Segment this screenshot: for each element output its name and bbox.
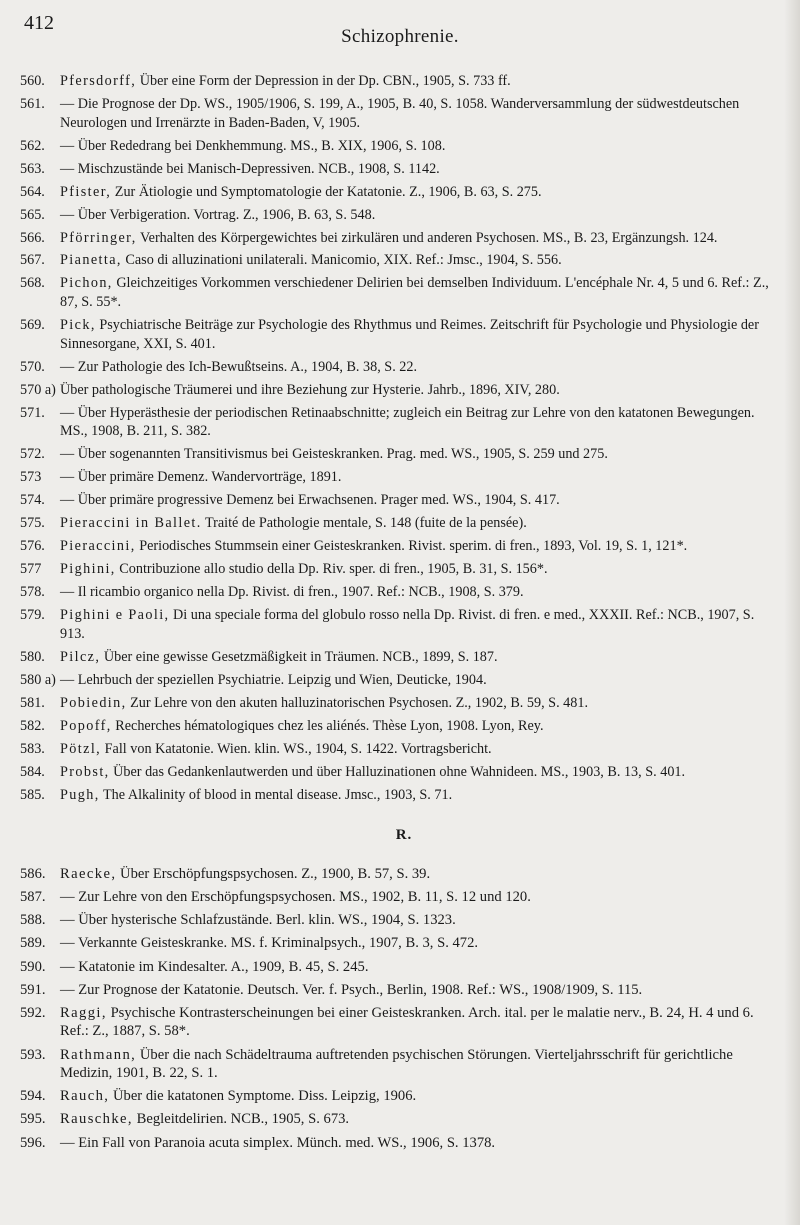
reference-text: Contribuzione allo studio della Dp. Riv. sper. di fren., 1905, B. 31, S. 156*. [115,561,548,578]
reference-number: 573 [20,469,42,486]
reference-number: 594. [20,1088,46,1105]
reference-author: Pieraccini, [60,538,136,555]
reference-text: Begleitdelirien. NCB., 1905, S. 673. [133,1111,350,1128]
reference-entry [20,95,774,132]
reference-text: — Zur Prognose der Katatonie. Deutsch. Ver. f. Psych., Berlin, 1908. Ref.: WS., 1908/1909, S. 115. [60,981,643,998]
reference-text: — Über Verbigeration. Vortrag. Z., 1906, B. 63, S. 548. [60,206,376,223]
reference-number: 582. [20,717,45,734]
reference-text: — Katatonie im Kindesalter. A., 1909, B. 45, S. 245. [60,958,369,975]
reference-entry [20,445,774,464]
reference-number: 587. [20,888,46,905]
reference-author: Raggi, [60,1004,107,1021]
reference-number: 596. [20,1134,46,1151]
reference-number: 570. [20,358,45,375]
reference-text: Psychische Kontrasterscheinungen bei einer Geisteskranken. Arch. ital. per le malatie nerv., B. 24, H. 4 und 6. Ref.: Z., 1887, S. 58*. [60,1004,754,1040]
reference-number: 565. [20,206,45,223]
reference-entry [20,229,774,248]
reference-author: Popoff, [60,717,112,734]
page-number: 412 [24,12,54,34]
reference-number: 566. [20,229,45,246]
reference-entry [20,358,774,377]
reference-entry [20,740,774,759]
reference-group-p [20,72,774,804]
reference-number: 560. [20,73,45,89]
page-edge-shadow [784,0,800,1225]
reference-entry [20,958,774,976]
reference-number: 577 [20,561,42,578]
reference-author: Pobiedin, [60,694,127,711]
reference-text: Verhalten des Körpergewichtes bei zirkulären und anderen Psychosen. MS., B. 23, Ergänzungsh. 124. [136,229,718,246]
reference-author: Rauch, [60,1088,110,1105]
reference-number: 584. [20,763,45,780]
reference-text: — Zur Pathologie des Ich-Bewußtseins. A., 1904, B. 38, S. 22. [60,358,418,375]
reference-entry [20,934,774,952]
reference-text: Periodisches Stummsein einer Geisteskranken. Rivist. sperim. di fren., 1893, Vol. 19, S. 1, 121*. [135,538,688,555]
reference-entry [20,251,774,270]
reference-text: Über das Gedankenlautwerden und über Halluzinationen ohne Wahnideen. MS., 1903, B. 13, S. 401. [109,763,686,780]
reference-entry [20,583,774,602]
reference-text: — Über primäre progressive Demenz bei Erwachsenen. Prager med. WS., 1904, S. 417. [60,492,560,509]
reference-text: — Die Prognose der Dp. WS., 1905/1906, S. 199, A., 1905, B. 40, S. 1058. Wanderversammlung der südwestdeutschen Neurologen und Irrenärzte in Baden-Baden, V, 1905. [60,95,740,131]
reference-entry [20,1134,774,1152]
reference-number: 563. [20,160,45,177]
reference-author: Pichon, [60,275,113,292]
reference-text: Recherches hématologiques chez les aliénés. Thèse Lyon, 1908. Lyon, Rey. [111,717,544,734]
reference-number: 575. [20,515,45,532]
reference-entry [20,786,774,805]
reference-entry [20,206,774,225]
reference-text: Zur Ätiologie und Symptomatologie der Katatonie. Z., 1906, B. 63, S. 275. [111,183,542,200]
reference-number: 580 a) [20,671,56,688]
section-letter: R. [395,827,413,844]
reference-entry [20,648,774,667]
reference-number: 570 a) [20,381,56,398]
reference-text: — Über Hyperästhesie der periodischen Retinaabschnitte; zugleich ein Beitrag zur Lehre von den katatonen Bewegungen. MS., 1908, B. 211, S. 382. [60,404,755,440]
reference-entry [20,381,774,400]
reference-entry [20,1046,774,1083]
reference-author: Pugh, [60,786,100,803]
reference-author: Rauschke, [60,1111,133,1128]
reference-author: Pianetta, [60,252,122,269]
reference-number: 595. [20,1111,46,1128]
reference-text: Fall von Katatonie. Wien. klin. WS., 1904, S. 1422. Vortragsbericht. [101,740,492,757]
reference-number: 574. [20,492,45,509]
reference-entry [20,888,774,906]
reference-entry [20,911,774,929]
reference-number: 564. [20,183,45,200]
reference-entry [20,274,774,311]
reference-text: — Il ricambio organico nella Dp. Rivist. di fren., 1907. Ref.: NCB., 1908, S. 379. [60,584,524,601]
reference-author: Pötzl, [60,740,102,757]
reference-number: 568. [20,275,45,292]
reference-entry [20,717,774,736]
reference-text: — Über sogenannten Transitivismus bei Geisteskranken. Prag. med. WS., 1905, S. 259 und 275. [60,446,608,463]
reference-author: Pick, [60,317,96,334]
reference-text: Über die katatonen Symptome. Diss. Leipzig, 1906. [109,1088,417,1105]
reference-number: 586. [20,865,46,882]
reference-number: 571. [20,404,45,421]
reference-entry [20,763,774,782]
reference-entry [20,1110,774,1128]
reference-entry [20,514,774,533]
reference-author: Pighini, [60,561,116,578]
reference-entry [20,491,774,510]
reference-number: 591. [20,981,46,998]
reference-text: — Über Rededrang bei Denkhemmung. MS., B. XIX, 1906, S. 108. [60,137,446,154]
reference-text: — Verkannte Geisteskranke. MS. f. Kriminalpsych., 1907, B. 3, S. 472. [60,935,479,952]
reference-text: Traité de Pathologie mentale, S. 148 (fuite de la pensée). [201,515,527,532]
reference-author: Probst, [60,763,110,780]
reference-entry [20,606,774,643]
reference-text: — Ein Fall von Paranoia acuta simplex. Münch. med. WS., 1906, S. 1378. [60,1134,496,1151]
reference-text: Zur Lehre von den akuten halluzinatorischen Psychosen. Z., 1902, B. 59, S. 481. [126,694,588,711]
reference-text: Caso di alluzinationi unilaterali. Manicomio, XIX. Ref.: Jmsc., 1904, S. 556. [121,252,562,269]
reference-number: 583. [20,740,45,757]
reference-author: Pförringer, [60,229,137,246]
reference-text: — Mischzustände bei Manisch-Depressiven. NCB., 1908, S. 1142. [60,160,440,177]
reference-entry [20,468,774,487]
reference-number: 593. [20,1046,46,1063]
reference-entry [20,537,774,556]
reference-number: 585. [20,786,45,803]
reference-author: Pighini e Paoli, [60,607,170,624]
reference-entry [20,72,774,91]
reference-number: 561. [20,95,45,112]
reference-entry [20,671,774,690]
reference-text: — Zur Lehre von den Erschöpfungspsychosen. MS., 1902, B. 11, S. 12 und 120. [60,888,531,905]
reference-author: Pieraccini in Ballet. [60,515,202,532]
reference-entry [20,404,774,441]
reference-text: The Alkalinity of blood in mental disease. Jmsc., 1903, S. 71. [99,786,453,803]
reference-number: 572. [20,446,45,463]
reference-author: Pfersdorff, [60,73,137,89]
reference-entry [20,137,774,156]
reference-entry [20,981,774,999]
reference-text: Über die nach Schädeltrauma auftretenden psychischen Störungen. Vierteljahrsschrift für gerichtliche Medizin, 1901, B. 22, S. 1. [60,1046,733,1081]
reference-author: Rathmann, [60,1046,137,1063]
reference-number: 576. [20,538,45,555]
reference-entry [20,160,774,179]
reference-list [20,72,774,1157]
reference-entry [20,183,774,202]
reference-number: 567. [20,252,45,269]
reference-number: 589. [20,935,46,952]
reference-author: Pfister, [60,183,112,200]
reference-number: 592. [20,1004,46,1021]
reference-number: 578. [20,584,45,601]
reference-text: Über pathologische Träumerei und ihre Beziehung zur Hysterie. Jahrb., 1896, XIV, 280. [60,381,560,398]
reference-text: Über Erschöpfungspsychosen. Z., 1900, B. 57, S. 39. [116,865,431,882]
reference-number: 569. [20,317,45,334]
reference-entry [20,316,774,353]
reference-text: Psychiatrische Beiträge zur Psychologie des Rhythmus und Reimes. Zeitschrift für Psychologie und Physiologie der Sinnesorgane, XXI, S. 401. [60,317,759,352]
reference-entry [20,560,774,579]
reference-number: 579. [20,607,45,624]
reference-number: 590. [20,958,46,975]
reference-number: 562. [20,137,45,154]
running-title: Schizophrenie. [341,26,459,47]
reference-entry [20,1087,774,1105]
reference-number: 580. [20,648,45,665]
reference-text: — Über primäre Demenz. Wandervorträge, 1891. [60,469,342,486]
reference-text: Di una speciale forma del globulo rosso nella Dp. Rivist. di fren. e med., XXXII. Ref.: NCB., 1907, S. 913. [60,607,755,642]
reference-number: 588. [20,912,46,929]
reference-entry [20,1004,774,1041]
reference-text: Über eine Form der Depression in der Dp. CBN., 1905, S. 733 ff. [136,73,511,89]
reference-text: — Über hysterische Schlafzustände. Berl. klin. WS., 1904, S. 1323. [60,912,456,929]
reference-text: — Lehrbuch der speziellen Psychiatrie. Leipzig und Wien, Deuticke, 1904. [60,671,487,688]
reference-entry [20,694,774,713]
reference-entry [20,865,774,883]
reference-author: Pilcz, [60,648,101,665]
reference-number: 581. [20,694,45,711]
reference-author: Raecke, [60,865,117,882]
reference-group-r [20,865,774,1152]
reference-text: Gleichzeitiges Vorkommen verschiedener Delirien bei demselben Individuum. L'encéphale Nr. 4, 5 und 6. Ref.: Z., 87, S. 55*. [60,275,769,311]
reference-text: Über eine gewisse Gesetzmäßigkeit in Träumen. NCB., 1899, S. 187. [100,648,498,665]
